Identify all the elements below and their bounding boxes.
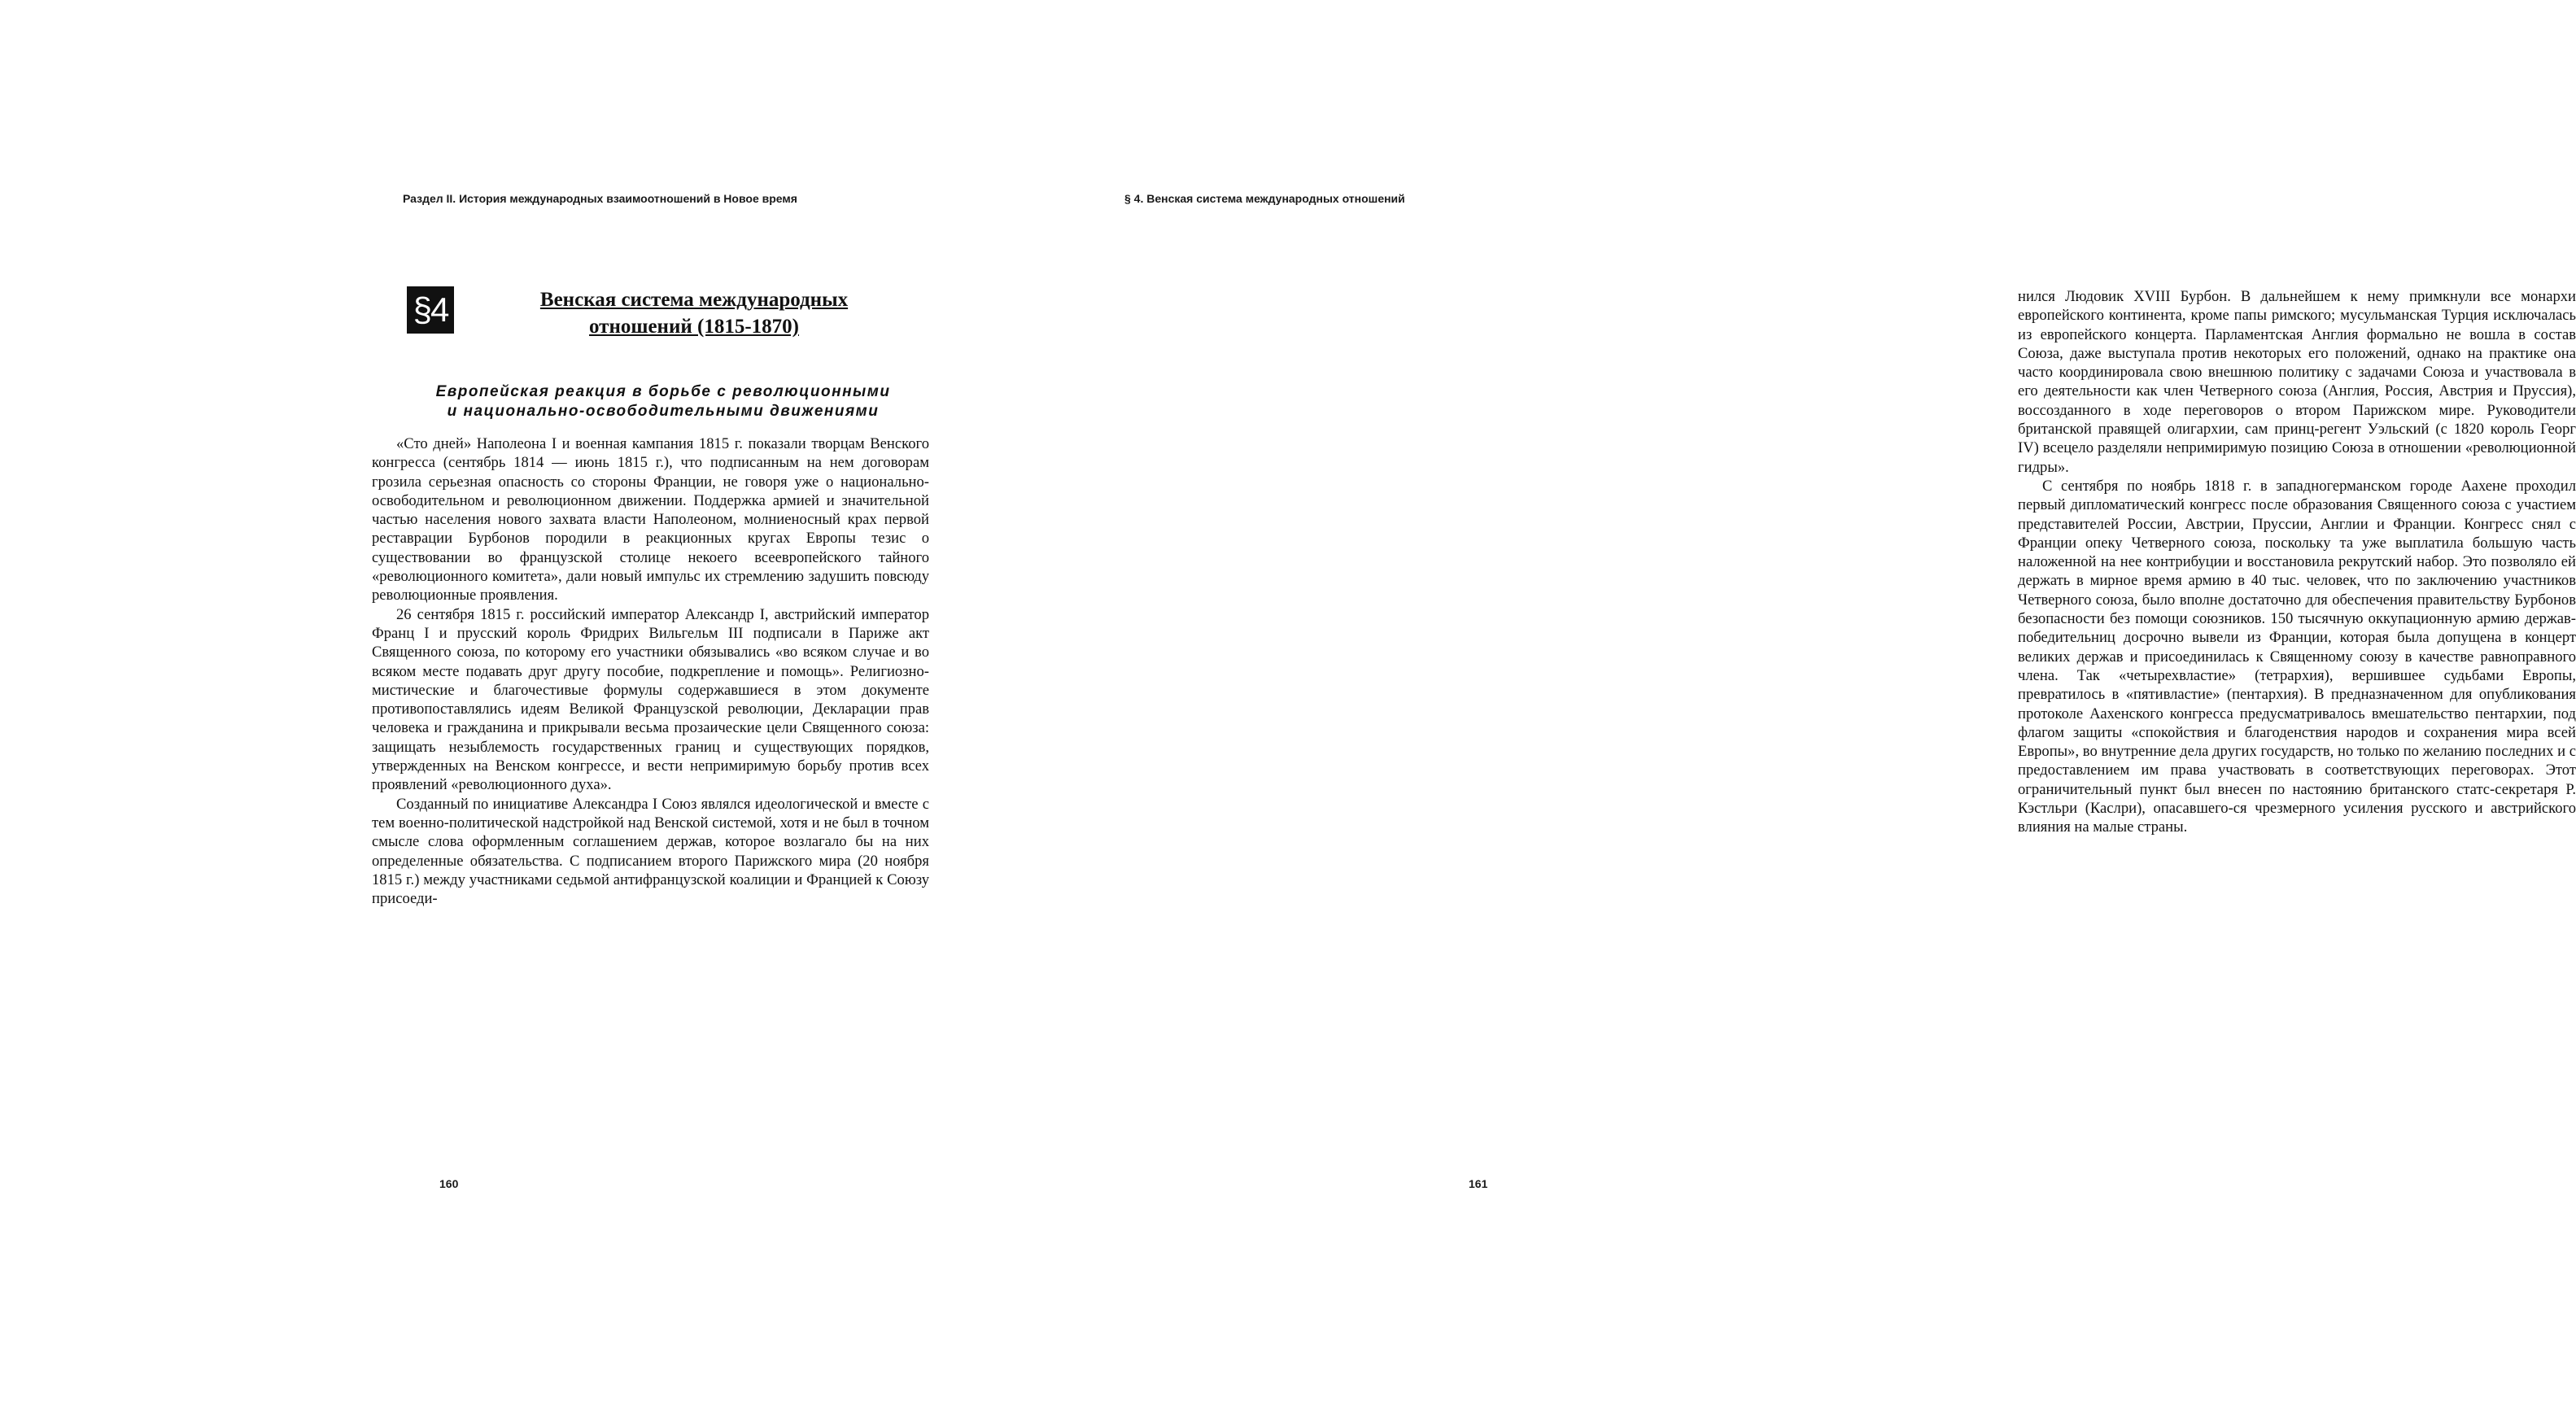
paragraph: 26 сентября 1815 г. российский император Александр I, австрийский император Франц I и прусский король Фридрих Вильгельм III подписали в Париже акт Священного союза, по которому его участники обязывались «во всяком случае и во всяком месте подавать друг другу пособие, подкрепление и помощь». Религиозно-мистические и благочестивые формулы содержавшиеся в этом документе противопоставлялись идеям Великой Французской революции, Декларации прав человека и гражданина и прикрывали весьма прозаические цели Священного союза: защищать незыблемость государственных границ и существующих порядков, утвержденных на Венском конгрессе, и вести непримиримую борьбу против всех проявлений «революционного духа».: [372, 605, 929, 794]
subsection-title: [370, 382, 956, 421]
page-number-left: 160: [439, 1177, 459, 1190]
running-head-right: § 4. Венская система международных отношений: [1124, 192, 1405, 205]
running-head-left: Раздел II. История международных взаимоотношений в Новое время: [403, 192, 797, 205]
paragraph: Созданный по инициативе Александра I Союз являлся идеологической и вместе с тем военно-политической надстройкой над Венской системой, хотя и не был в точном смысле слова оформленным соглашением держав, которое возлагало бы на них определенные обязательства. С подписанием второго Парижского мира (20 ноября 1815 г.) между участниками седьмой антифранцузской коалиции и Францией к Союзу присоеди-: [372, 795, 929, 908]
subsection-title-line: и национально-освободительными движениями: [447, 403, 880, 420]
right-page: [1009, 0, 2576, 1427]
section-title-line: отношений (1815-1870): [589, 316, 799, 338]
section-number-badge: §4: [407, 286, 454, 334]
section-title: [487, 286, 902, 340]
paragraph: нился Людовик XVIII Бурбон. В дальнейшем к нему примкнули все монархи европейского континента, кроме папы римского; мусульманская Турция исключалась из европейского концерта. Парламентская Англия формально не вошла в состав Союза, даже выступала против некоторых его положений, однако на практике она часто координировала свою внешнюю политику с задачами Союза и участвовала в его деятельности как член Четверного союза (Англия, Россия, Австрия и Пруссия), воссозданного в ходе переговоров о втором Парижском мире. Руководители британской правящей олигархии, сам принц-регент Уэльский (с 1820 король Георг IV) всецело разделяли непримиримую позицию Союза в отношении «революционной гидры».: [2018, 288, 2576, 476]
subsection-title-line: Европейская реакция в борьбе с революционными: [435, 383, 891, 400]
section-title-line: Венская система международных: [539, 289, 849, 311]
body-text-left: [372, 434, 929, 908]
left-page: [0, 0, 1009, 1427]
paragraph: С сентября по ноябрь 1818 г. в западногерманском городе Аахене проходил первый дипломатический конгресс после образования Священного союза с участием представителей России, Австрии, Пруссии, Англии и Франции. Конгресс снял с Франции опеку Четверного союза, поскольку та уже выплатила большую часть наложенной на нее контрибуции и восстановила рекрутский набор. Это позволяло ей держать в мирное время армию в 40 тыс. человек, что по заключению участников Четверного союза, было вполне достаточно для обеспечения правительству Бурбонов безопасности без помощи союзников. 150 тысячную оккупационную армию держав-победительниц досрочно вывели из Франции, которая была допущена в концерт великих держав и присоединилась к Священному союзу в качестве равноправного члена. Так «четырехвластие» (тетрархия), вершившее судьбами Европы, превратилось в «пятивластие» (пентархия). В предназначенном для опубликования протоколе Аахенского конгресса предусматривалось вмешательство пентархии, под флагом защиты «спокойствия и благоденствия народов и сохранения мира всей Европы», во внутренние дела других государств, но только по желанию последних и с предоставлением им права участвовать в соответствующих переговорах. Этот ограничительный пункт был внесен по настоянию британского статс-секретаря Р. Кэстльри (Каслри), опасавшего-ся чрезмерного усиления русского и австрийского влияния на малые страны.: [2018, 477, 2576, 836]
page-number-right: 161: [1469, 1177, 1488, 1190]
paragraph: «Сто дней» Наполеона I и военная кампания 1815 г. показали творцам Венского конгресса (сентябрь 1814 — июнь 1815 г.), что подписанным на нем договорам грозила серьезная опасность со стороны Франции, не говоря уже о национально-освободительном и революционном движении. Поддержка армией и значительной частью населения нового захвата власти Наполеоном, молниеносный крах первой реставрации Бурбонов породили в реакционных кругах Европы тезис о существовании во французской столице некоего всеевропейского тайного «революционного комитета», дали новый импульс их стремлению задушить повсюду революционные проявления.: [372, 435, 929, 604]
body-text-right: [2018, 287, 2576, 837]
